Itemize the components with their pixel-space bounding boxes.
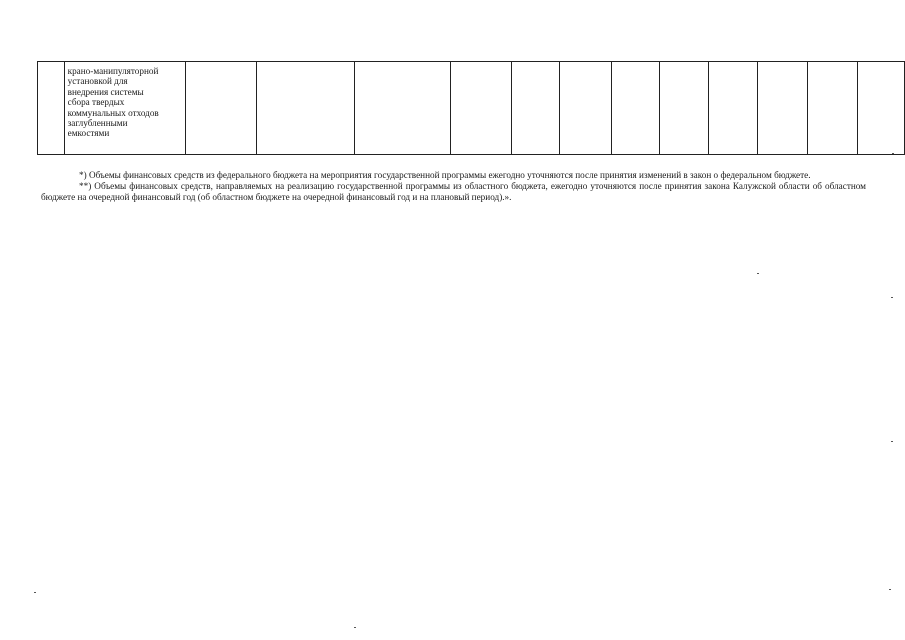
table-cell-measure-name bbox=[64, 62, 185, 155]
scan-speck bbox=[891, 297, 893, 298]
table-cell bbox=[857, 62, 904, 155]
scan-speck bbox=[892, 153, 894, 154]
scan-speck bbox=[889, 589, 891, 590]
measure-name-text: крано-манипуляторной установкой для внедрения системы сбора твердых коммунальных отходов заглубленными емкостями bbox=[67, 66, 159, 139]
footnotes bbox=[41, 170, 866, 202]
scan-speck bbox=[891, 441, 893, 442]
footnote-federal-budget: *) Объемы финансовых средств из федерального бюджета на мероприятия государственной программы ежегодно уточняются после принятия изменений в закон о федеральном бюджете. bbox=[79, 170, 811, 180]
table-cell bbox=[559, 62, 611, 155]
table-cell bbox=[708, 62, 757, 155]
table-cell bbox=[256, 62, 354, 155]
scan-speck bbox=[354, 627, 356, 628]
table-cell bbox=[660, 62, 708, 155]
table-cell bbox=[808, 62, 857, 155]
table-cell-number bbox=[38, 62, 65, 155]
scan-speck bbox=[757, 273, 759, 274]
table-cell bbox=[512, 62, 559, 155]
table-cell bbox=[185, 62, 256, 155]
budget-table-fragment bbox=[37, 61, 905, 155]
table-cell bbox=[757, 62, 807, 155]
table-cell bbox=[354, 62, 451, 155]
scan-speck bbox=[34, 592, 36, 593]
table-cell bbox=[611, 62, 659, 155]
footnote-regional-budget: **) Объемы финансовых средств, направляемых на реализацию государственной программы из областного бюджета, ежегодно уточняются после принятия закона Калужской области об областном бюджете на очередной финансовый год (об областном бюджете на очередной финансовый год и на плановый период).». bbox=[41, 180, 866, 202]
table-row bbox=[38, 62, 905, 155]
table-cell bbox=[451, 62, 512, 155]
